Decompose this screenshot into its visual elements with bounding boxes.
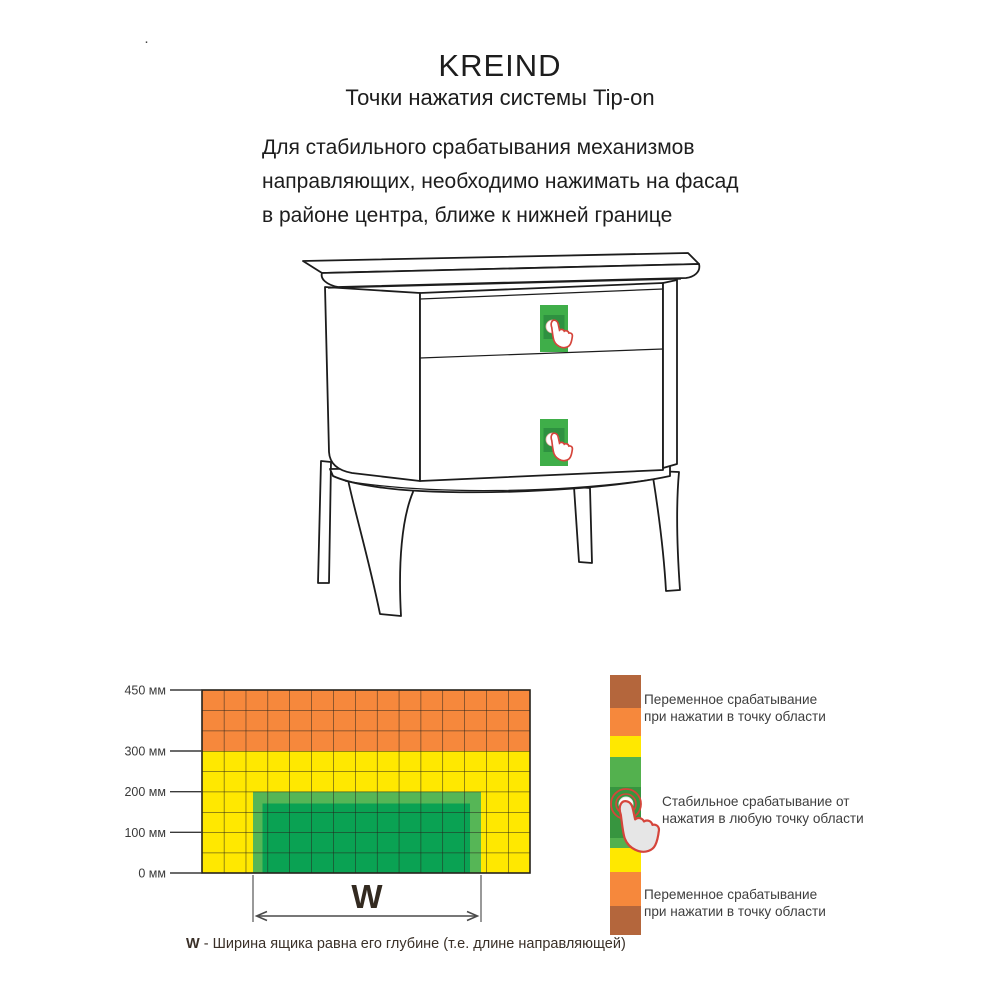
- nightstand-illustration: [230, 240, 730, 640]
- width-label: W: [351, 878, 383, 915]
- width-dimension: [253, 875, 481, 922]
- press-marker-top-drawer: [540, 305, 572, 352]
- nightstand-body: [325, 280, 677, 481]
- nightstand-base: [318, 461, 680, 616]
- width-caption-text: - Ширина ящика равна его глубине (т.е. длине направляющей): [199, 936, 626, 952]
- axis-tick-label: 0 мм: [138, 866, 166, 881]
- legend-segment-brown-top: [610, 675, 641, 708]
- legend-segment-orange-bottom: [610, 872, 641, 906]
- axis-tick-label: 100 мм: [124, 825, 166, 840]
- legend-text-top-line2: при нажатии в точку области: [644, 709, 826, 724]
- nightstand-top: [303, 253, 699, 288]
- page-subtitle: Точки нажатия системы Tip-on: [345, 85, 655, 110]
- width-caption-symbol: W: [186, 936, 200, 952]
- legend-labels: [644, 692, 864, 919]
- legend-segment-orange-top: [610, 708, 641, 736]
- leg-back-left: [318, 461, 331, 583]
- press-marker-bottom-drawer: [540, 419, 572, 466]
- legend-segment-brown-bottom: [610, 906, 641, 935]
- leg-front-right: [653, 471, 680, 591]
- axis-tick-label: 200 мм: [124, 785, 166, 800]
- legend-segment-yellow-bottom: [610, 848, 641, 872]
- axis-tick-label: 450 мм: [124, 683, 166, 698]
- legend-segment-yellow-top: [610, 736, 641, 757]
- grid-lines: [202, 690, 530, 873]
- legend-text-bottom-line1: Переменное срабатывание: [644, 887, 818, 902]
- intro-line: в районе центра, ближе к нижней границе: [262, 204, 673, 227]
- body-side-panel: [325, 287, 420, 481]
- leg-back-right: [574, 487, 592, 563]
- zone-grid: [202, 690, 530, 873]
- grid-axis-labels: [124, 684, 166, 881]
- leg-front-left: [347, 473, 414, 616]
- width-caption: [186, 936, 626, 952]
- press-zone-diagram: [124, 660, 900, 950]
- legend-text-bottom-line2: при нажатии в точку области: [644, 904, 826, 919]
- axis-tick-label: 300 мм: [124, 744, 166, 759]
- stray-dot: ·: [144, 33, 149, 50]
- intro-paragraph: [262, 131, 782, 233]
- intro-line: направляющих, необходимо нажимать на фасад: [262, 170, 739, 193]
- legend-text-middle-line1: Стабильное срабатывание от: [662, 794, 850, 809]
- legend-text-top-line1: Переменное срабатывание: [644, 692, 818, 707]
- grid-axis: [170, 690, 202, 873]
- legend-text-middle-line2: нажатия в любую точку области: [662, 811, 864, 826]
- brand-title: KREIND: [438, 48, 562, 83]
- body-right-frame: [663, 280, 677, 468]
- intro-line: Для стабильного срабатывания механизмов: [262, 136, 695, 159]
